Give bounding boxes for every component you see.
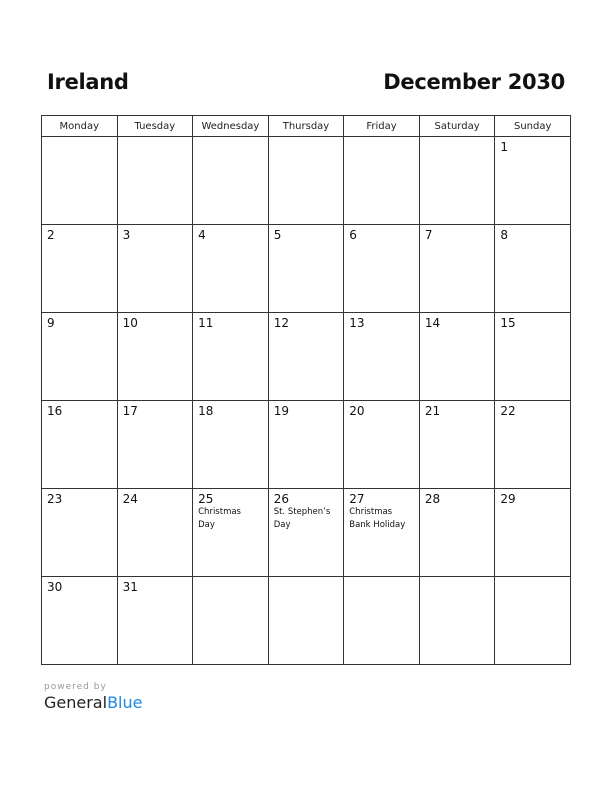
week-row (42, 489, 571, 577)
weekday-sunday: Sunday (495, 116, 571, 137)
weekday-header-row (42, 116, 571, 137)
day-number: 21 (424, 404, 441, 418)
day-number: 7 (424, 228, 433, 242)
day-number: 31 (122, 580, 138, 594)
day-cell (495, 225, 571, 313)
day-cell (268, 137, 344, 225)
day-number: 1 (500, 140, 509, 154)
brand-general: General (44, 693, 108, 712)
brand-logo[interactable] (44, 693, 142, 712)
day-cell (42, 225, 118, 313)
day-number: 22 (500, 404, 516, 418)
day-cell (495, 313, 571, 401)
day-cell (268, 225, 344, 313)
week-row (42, 313, 571, 401)
calendar-grid (41, 115, 571, 665)
day-cell (419, 137, 495, 225)
day-cell (42, 137, 118, 225)
day-cell (42, 577, 118, 665)
holiday-label: St. Stephen’s Day (273, 507, 331, 530)
day-cell (419, 401, 495, 489)
day-number: 11 (198, 316, 214, 330)
day-number: 24 (122, 492, 138, 506)
day-cell (344, 577, 420, 665)
day-number: 10 (122, 316, 138, 330)
day-number: 30 (47, 580, 63, 594)
day-number: 2 (47, 228, 55, 242)
day-number: 28 (424, 492, 441, 506)
day-cell (193, 137, 269, 225)
day-number: 4 (198, 228, 206, 242)
day-cell (193, 401, 269, 489)
weekday-friday: Friday (344, 116, 420, 137)
day-number: 16 (47, 404, 63, 418)
weekday-saturday: Saturday (419, 116, 495, 137)
calendar-header (44, 70, 565, 100)
day-number: 13 (349, 316, 365, 330)
day-number: 15 (500, 316, 516, 330)
day-number: 18 (198, 404, 214, 418)
week-row (42, 225, 571, 313)
day-number: 20 (349, 404, 365, 418)
day-cell (117, 489, 193, 577)
country-title: Ireland (47, 70, 129, 94)
day-cell (193, 313, 269, 401)
day-number: 27 (349, 492, 365, 506)
holiday-label: Christmas Day (198, 507, 241, 530)
day-number: 6 (349, 228, 357, 242)
day-cell (193, 489, 269, 577)
powered-by-text: powered by (44, 682, 107, 692)
day-cell (117, 313, 193, 401)
day-cell (117, 137, 193, 225)
weekday-thursday: Thursday (268, 116, 344, 137)
day-number: 3 (122, 228, 131, 242)
day-number: 26 (273, 492, 289, 506)
day-cell (42, 401, 118, 489)
day-cell (495, 401, 571, 489)
day-number: 25 (198, 492, 214, 506)
day-cell (495, 577, 571, 665)
day-cell (268, 489, 344, 577)
day-number: 14 (424, 316, 441, 330)
day-number: 29 (500, 492, 516, 506)
day-number: 17 (122, 404, 138, 418)
weekday-tuesday: Tuesday (117, 116, 193, 137)
day-cell (495, 489, 571, 577)
month-year-title: December 2030 (383, 70, 565, 94)
day-cell (344, 137, 420, 225)
day-cell (193, 577, 269, 665)
weekday-monday: Monday (42, 116, 118, 137)
day-cell (42, 489, 118, 577)
day-number: 5 (273, 228, 282, 242)
day-cell (42, 313, 118, 401)
brand-blue: Blue (107, 693, 143, 712)
day-cell (268, 401, 344, 489)
day-cell (268, 313, 344, 401)
day-cell (419, 489, 495, 577)
week-row (42, 137, 571, 225)
day-cell (344, 401, 420, 489)
day-cell (495, 137, 571, 225)
week-row (42, 577, 571, 665)
day-number: 12 (273, 316, 289, 330)
day-cell (117, 401, 193, 489)
day-cell (344, 313, 420, 401)
day-cell (419, 577, 495, 665)
day-cell (344, 489, 420, 577)
weekday-wednesday: Wednesday (193, 116, 269, 137)
week-row (42, 401, 571, 489)
day-cell (344, 225, 420, 313)
day-cell (268, 577, 344, 665)
day-number: 9 (47, 316, 55, 330)
footer (44, 682, 142, 712)
day-number: 8 (500, 228, 509, 242)
day-cell (419, 225, 495, 313)
day-cell (193, 225, 269, 313)
holiday-label: Christmas Bank Holiday (349, 507, 406, 530)
day-cell (117, 577, 193, 665)
day-cell (419, 313, 495, 401)
day-number: 23 (47, 492, 63, 506)
day-number: 19 (273, 404, 289, 418)
day-cell (117, 225, 193, 313)
